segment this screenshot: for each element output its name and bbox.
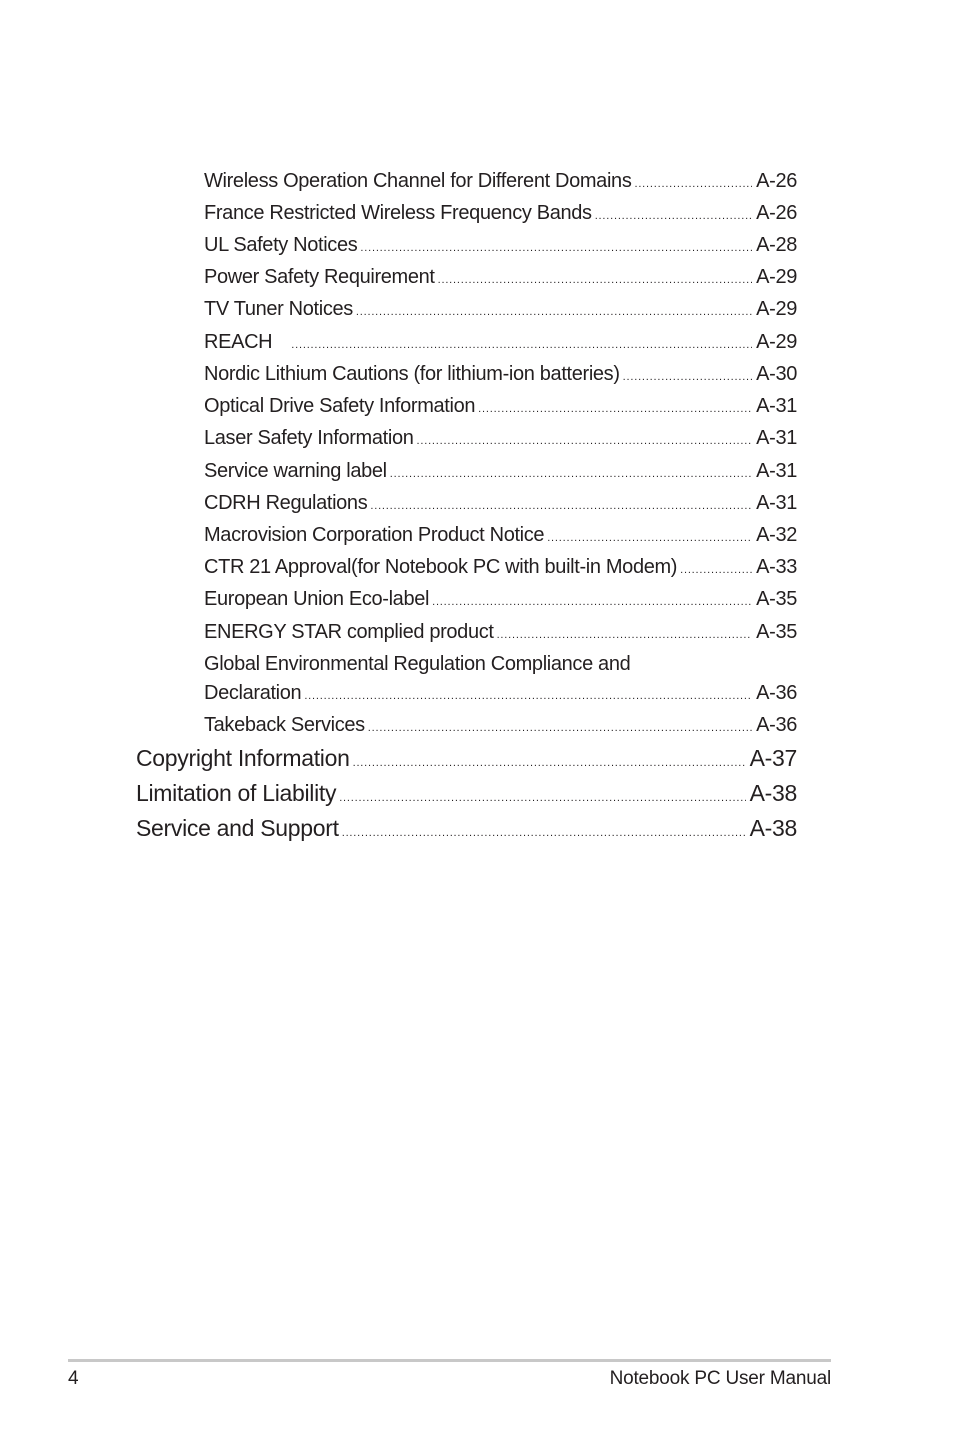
toc-entry-title: France Restricted Wireless Frequency Bands (204, 202, 592, 224)
toc-entry-title: Macrovision Corporation Product Notice (204, 524, 545, 546)
footer-divider (68, 1359, 831, 1362)
toc-entry-page: A-35 (756, 588, 797, 610)
toc-entry[interactable] (204, 460, 797, 483)
toc-entry-page: A-29 (756, 266, 797, 288)
toc-entry-page: A-37 (749, 745, 797, 771)
leader-dots (547, 532, 752, 544)
leader-dots (432, 596, 752, 608)
toc-entry[interactable] (204, 363, 797, 386)
toc-entry-page: A-36 (756, 682, 797, 704)
toc-entry-page: A-33 (756, 556, 797, 578)
toc-entry-title-line1[interactable]: Global Environmental Regulation Compliance and (204, 653, 631, 675)
toc-entry-title: Declaration (204, 682, 302, 704)
toc-entry-page: A-35 (756, 621, 797, 643)
leader-dots (360, 242, 752, 254)
toc-section-entry[interactable] (136, 745, 797, 772)
toc-entry-title: Power Safety Requirement (204, 266, 435, 288)
toc-entry[interactable] (204, 266, 797, 289)
leader-dots (478, 403, 752, 415)
toc-entry-page: A-31 (756, 395, 797, 417)
toc-entry-page: A-38 (749, 815, 797, 841)
leader-dots (623, 371, 752, 383)
toc-entry[interactable] (204, 331, 797, 354)
toc-entry-title: CTR 21 Approval(for Notebook PC with built-in Modem) (204, 556, 678, 578)
toc-entry-page: A-30 (756, 363, 797, 385)
toc-entry[interactable] (204, 492, 797, 515)
leader-dots (370, 500, 752, 512)
toc-entry-page: A-31 (756, 492, 797, 514)
toc-entry-title: European Union Eco-label (204, 588, 430, 610)
leader-dots (353, 757, 746, 769)
toc-entry[interactable] (204, 588, 797, 611)
toc-entry-title: Copyright Information (136, 745, 350, 771)
leader-dots (342, 827, 746, 839)
toc-entry[interactable] (204, 682, 797, 705)
toc-entry[interactable] (204, 556, 797, 579)
footer-manual-title: Notebook PC User Manual (609, 1368, 831, 1389)
toc-entry-title: Nordic Lithium Cautions (for lithium-ion batteries) (204, 363, 620, 385)
toc-entry[interactable] (204, 395, 797, 418)
toc-entry[interactable] (204, 427, 797, 450)
toc-entry-page: A-31 (756, 460, 797, 482)
leader-dots (680, 564, 752, 576)
toc-entry-page: A-32 (756, 524, 797, 546)
leader-dots (356, 306, 752, 318)
toc-entry-page: A-29 (756, 331, 797, 353)
toc-entry-title: ENERGY STAR complied product (204, 621, 494, 643)
footer-page-number: 4 (68, 1368, 79, 1389)
leader-dots (339, 792, 745, 804)
toc-entry[interactable] (204, 621, 797, 644)
toc-entry-title: Service warning label (204, 460, 387, 482)
leader-dots (368, 722, 752, 734)
leader-dots (595, 210, 752, 222)
toc-entry-title: Laser Safety Information (204, 427, 414, 449)
toc-entry-title: Wireless Operation Channel for Different Domains (204, 170, 632, 192)
toc-entry-page: A-26 (756, 202, 797, 224)
toc-entry-title: Optical Drive Safety Information (204, 395, 476, 417)
toc-entry-title: Service and Support (136, 815, 339, 841)
leader-dots (497, 629, 753, 641)
toc-entry-page: A-36 (756, 714, 797, 736)
toc-entry-page: A-26 (756, 170, 797, 192)
toc-entry-page: A-38 (749, 780, 797, 806)
leader-dots (438, 274, 753, 286)
toc-entry[interactable] (204, 714, 797, 737)
toc-entry[interactable] (204, 298, 797, 321)
toc-entry-page: A-28 (756, 234, 797, 256)
leader-dots (634, 178, 752, 190)
toc-section-entry[interactable] (136, 780, 797, 807)
toc-entry-page: A-31 (756, 427, 797, 449)
toc-entry-title: CDRH Regulations (204, 492, 368, 514)
toc-entry-title: UL Safety Notices (204, 234, 358, 256)
leader-dots (417, 435, 753, 447)
toc-entry-title: Limitation of Liability (136, 780, 337, 806)
toc-entry[interactable] (204, 234, 797, 257)
leader-dots (390, 468, 752, 480)
toc-entry[interactable] (204, 170, 797, 193)
toc-entry-title: Takeback Services (204, 714, 365, 736)
leader-dots (291, 339, 752, 351)
toc-entry[interactable] (204, 202, 797, 225)
toc-entry-page: A-29 (756, 298, 797, 320)
toc-section-entry[interactable] (136, 815, 797, 842)
leader-dots (304, 690, 752, 702)
toc-entry-title: REACH (204, 331, 273, 353)
toc-entry[interactable] (204, 524, 797, 547)
toc-entry-title: TV Tuner Notices (204, 298, 353, 320)
